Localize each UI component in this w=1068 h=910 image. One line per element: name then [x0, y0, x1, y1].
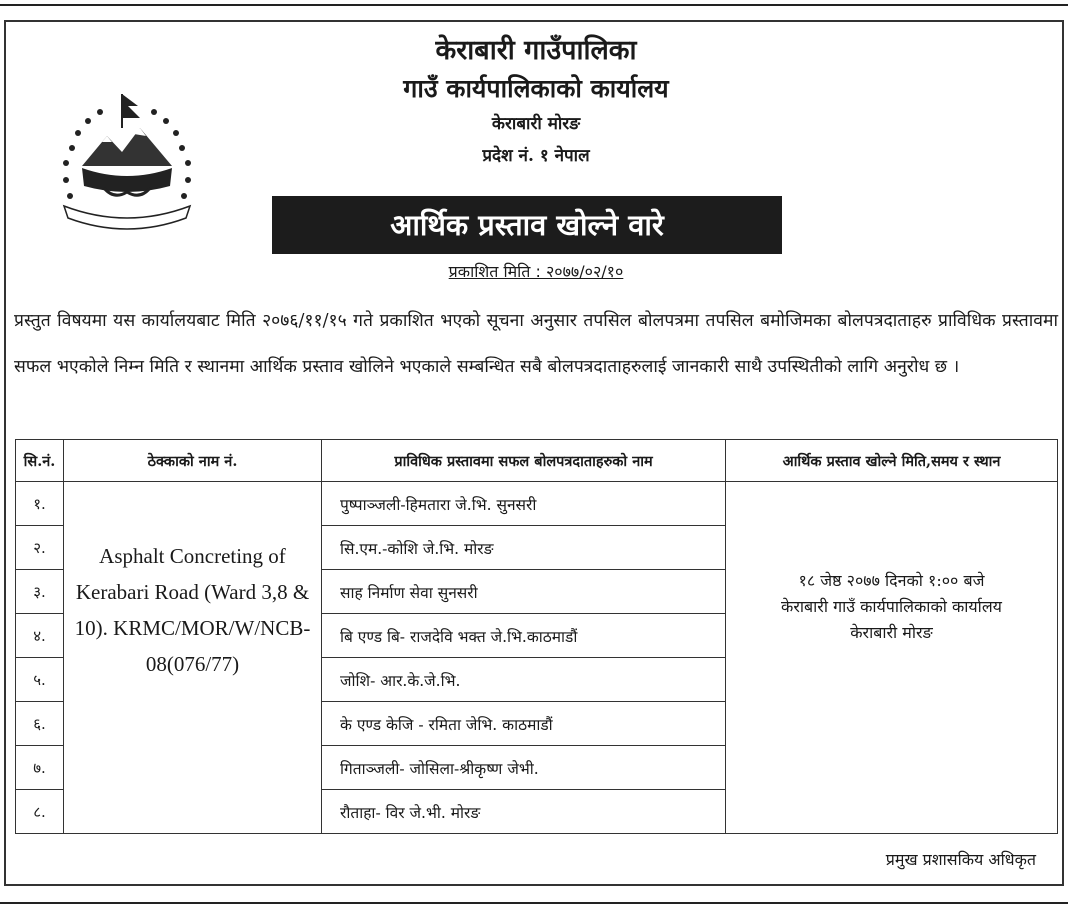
- row-bidder: सि.एम.-कोशि जे.भि. मोरङ: [322, 526, 726, 570]
- row-bidder: के एण्ड केजि - रमिता जेभि. काठमाडौं: [322, 702, 726, 746]
- bidders-table: [15, 439, 1058, 834]
- notice-body: प्रस्तुत विषयमा यस कार्यालयबाट मिति २०७६/११/१५ गते प्रकाशित भएको सूचना अनुसार तपसिल बोलपत्रमा तपसिल बमोजिमका बोलपत्रदाताहरु प्राविधिक प्रस्तावमा सफल भएकोले निम्न मिति र स्थानमा आर्थिक प्रस्ताव खोलिने भएकाले सम्बन्धित सबै बोलपत्रदाताहरुलाई जानकारी साथै उपस्थितीको लागि अनुरोध छ ।: [14, 311, 1058, 377]
- header-opening: आर्थिक प्रस्ताव खोल्ने मिति,समय र स्थान: [726, 440, 1058, 482]
- header-sn: सि.नं.: [16, 440, 64, 482]
- row-bidder: रौताहा- विर जे.भी. मोरङ: [322, 790, 726, 834]
- contract-name: Asphalt Concreting of Kerabari Road (Ward 3,8 & 10). KRMC/MOR/W/NCB-08(076/77): [64, 482, 322, 834]
- opening-details: [726, 482, 1058, 834]
- opening-location: केराबारी मोरङ: [850, 623, 933, 642]
- row-bidder: बि एण्ड बि- राजदेवि भक्त जे.भि.काठमाडौं: [322, 614, 726, 658]
- bottom-rule: [0, 902, 1068, 904]
- row-sn: ४.: [16, 614, 64, 658]
- table-row: [16, 482, 1058, 526]
- row-sn: ५.: [16, 658, 64, 702]
- office-title: गाउँ कार्यपालिकाको कार्यालय: [403, 74, 669, 103]
- office-province: प्रदेश नं. १ नेपाल: [482, 146, 590, 166]
- row-sn: ३.: [16, 570, 64, 614]
- row-sn: १.: [16, 482, 64, 526]
- table-header-row: [16, 440, 1058, 482]
- row-sn: २.: [16, 526, 64, 570]
- published-date: [6, 260, 1066, 282]
- row-sn: ६.: [16, 702, 64, 746]
- header-bidder: प्राविधिक प्रस्तावमा सफल बोलपत्रदाताहरुको नाम: [322, 440, 726, 482]
- public-notice: [4, 20, 1064, 886]
- signature-title: प्रमुख प्रशासकिय अधिकृत: [885, 850, 1036, 869]
- opening-venue: केराबारी गाउँ कार्यपालिकाको कार्यालय: [781, 597, 1002, 616]
- row-bidder: गिताञ्जली- जोसिला-श्रीकृष्ण जेभी.: [322, 746, 726, 790]
- row-sn: ७.: [16, 746, 64, 790]
- office-name: केराबारी गाउँपालिका: [435, 35, 637, 66]
- office-location: केराबारी मोरङ: [491, 114, 581, 134]
- row-bidder: जोशि- आर.के.जे.भि.: [322, 658, 726, 702]
- published-date-text: प्रकाशित मिति : २०७७/०२/१०: [448, 262, 624, 281]
- header-contract: ठेक्काको नाम नं.: [64, 440, 322, 482]
- header: [6, 32, 1066, 172]
- notice-heading: आर्थिक प्रस्ताव खोल्ने वारे: [272, 196, 782, 254]
- top-rule: [0, 4, 1068, 6]
- row-sn: ८.: [16, 790, 64, 834]
- opening-datetime: १८ जेष्ठ २०७७ दिनको १:०० बजे: [798, 571, 985, 590]
- row-bidder: साह निर्माण सेवा सुनसरी: [322, 570, 726, 614]
- row-bidder: पुष्पाञ्जली-हिमतारा जे.भि. सुनसरी: [322, 482, 726, 526]
